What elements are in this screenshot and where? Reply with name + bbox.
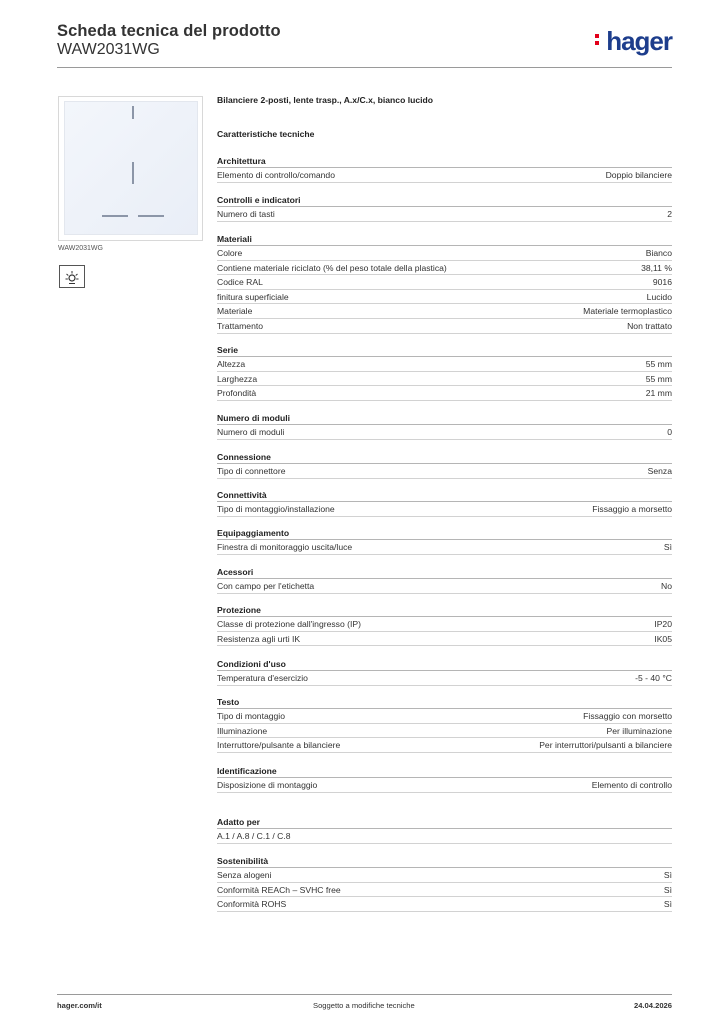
spec-label: Tipo di connettore — [217, 466, 286, 476]
spec-section — [217, 566, 672, 594]
spec-value: 9016 — [652, 277, 672, 288]
spec-section — [217, 155, 672, 183]
spec-label: Senza alogeni — [217, 870, 272, 880]
spec-value: Senza — [647, 466, 672, 476]
spec-label: Elemento di controllo/comando — [217, 170, 335, 180]
spec-row — [217, 386, 672, 401]
spec-label: Altezza — [217, 359, 246, 369]
section-title: Sostenibilità — [217, 855, 672, 868]
spec-row — [217, 372, 672, 387]
spec-value: 21 mm — [645, 388, 672, 399]
page-header — [57, 20, 672, 68]
section-title: Materiali — [217, 233, 672, 246]
spec-value: Per illuminazione — [606, 725, 672, 736]
section-title: Testo — [217, 696, 672, 709]
spec-label: Trattamento — [217, 320, 264, 331]
section-title: Protezione — [217, 604, 672, 617]
section-title: Identificazione — [217, 765, 672, 778]
section-title: Condizioni d'uso — [217, 658, 672, 671]
section-title: Connessione — [217, 451, 672, 464]
hager-logo — [606, 26, 672, 57]
spec-section — [217, 412, 672, 440]
spec-section — [217, 816, 672, 844]
spec-label: Profondità — [217, 388, 257, 399]
document-title: Scheda tecnica del prodotto — [57, 22, 281, 40]
spec-value: Sì — [663, 870, 672, 880]
spec-row — [217, 868, 672, 883]
spec-label: finitura superficiale — [217, 291, 289, 302]
spec-row — [217, 168, 672, 183]
spec-value: 38,11 % — [641, 262, 672, 273]
spec-section — [217, 855, 672, 912]
spec-value: Doppio bilanciere — [605, 170, 672, 180]
spec-label: Codice RAL — [217, 277, 263, 288]
spec-value: IK05 — [654, 633, 672, 644]
spec-row — [217, 464, 672, 479]
spec-value: Fissaggio con morsetto — [583, 711, 672, 721]
spec-value: Elemento di controllo — [591, 780, 672, 790]
spec-value: Sì — [663, 899, 672, 910]
spec-value: Lucido — [646, 291, 672, 302]
spec-label: Numero di tasti — [217, 209, 275, 219]
spec-row — [217, 540, 672, 555]
spec-row — [217, 275, 672, 290]
technical-characteristics-heading: Caratteristiche tecniche — [217, 129, 315, 139]
spec-section — [217, 233, 672, 334]
page-footer — [57, 994, 672, 1014]
spec-label: Materiale — [217, 306, 253, 317]
product-code: WAW2031WG — [57, 41, 160, 58]
spec-section — [217, 658, 672, 686]
spec-label: A.1 / A.8 / C.1 / C.8 — [217, 831, 291, 841]
spec-row — [217, 207, 672, 222]
logo-text: hager — [606, 26, 672, 56]
spec-value: 0 — [667, 427, 672, 437]
spec-value: Bianco — [645, 248, 672, 258]
spec-label: Temperatura d'esercizio — [217, 673, 308, 683]
spec-label: Con campo per l'etichetta — [217, 581, 315, 591]
rocker-switch-illustration — [64, 101, 198, 235]
spec-row — [217, 425, 672, 440]
footer-note: Soggetto a modifiche tecniche — [313, 1001, 415, 1010]
spec-label: Contiene materiale riciclato (% del peso totale della plastica) — [217, 262, 447, 273]
spec-label: Disposizione di montaggio — [217, 780, 318, 790]
spec-value: Sì — [663, 542, 672, 552]
spec-label: Numero di moduli — [217, 427, 285, 437]
spec-row — [217, 579, 672, 594]
spec-label: Conformità REACh – SVHC free — [217, 884, 341, 895]
section-title: Acessori — [217, 566, 672, 579]
spec-section — [217, 696, 672, 753]
spec-label: Finestra di monitoraggio uscita/luce — [217, 542, 353, 552]
section-title: Architettura — [217, 155, 672, 168]
spec-label: Interruttore/pulsante a bilanciere — [217, 740, 341, 751]
spec-value: Materiale termoplastico — [583, 306, 672, 317]
spec-label: Larghezza — [217, 373, 258, 384]
spec-row — [217, 738, 672, 753]
spec-label: Classe di protezione dall'ingresso (IP) — [217, 619, 361, 629]
footer-date: 24.04.2026 — [633, 1001, 672, 1010]
spec-row — [217, 290, 672, 305]
spec-value: Fissaggio a morsetto — [592, 504, 672, 514]
spec-row — [217, 709, 672, 724]
spec-row — [217, 261, 672, 276]
technical-content — [217, 95, 672, 910]
spec-label: Resistenza agli urti IK — [217, 633, 301, 644]
spec-value: Per interruttori/pulsanti a bilanciere — [539, 740, 672, 751]
spec-value: IP20 — [654, 619, 672, 629]
spec-row — [217, 357, 672, 372]
spec-row — [217, 883, 672, 898]
spec-section — [217, 451, 672, 479]
spec-label: Tipo di montaggio/installazione — [217, 504, 335, 514]
logo-dots — [595, 34, 599, 48]
spec-section — [217, 527, 672, 555]
spec-label: Tipo di montaggio — [217, 711, 285, 721]
spec-row — [217, 778, 672, 793]
footer-website: hager.com/it — [57, 1001, 102, 1010]
image-caption: WAW2031WG — [58, 245, 103, 252]
spec-value: 55 mm — [645, 359, 672, 369]
spec-row — [217, 502, 672, 517]
spec-label: Conformità ROHS — [217, 899, 287, 910]
spec-row — [217, 671, 672, 686]
spec-row — [217, 724, 672, 739]
section-title: Adatto per — [217, 816, 672, 829]
spec-row — [217, 319, 672, 334]
spec-section — [217, 765, 672, 793]
section-title: Controlli e indicatori — [217, 194, 672, 207]
spec-section — [217, 489, 672, 517]
spec-value: Non trattato — [627, 320, 672, 331]
spec-row — [217, 897, 672, 912]
spec-section — [217, 604, 672, 646]
product-image — [58, 96, 203, 241]
spec-row — [217, 304, 672, 319]
spec-value: No — [661, 581, 672, 591]
spec-row — [217, 632, 672, 647]
spec-row — [217, 246, 672, 261]
spec-section — [217, 194, 672, 222]
spec-value: -5 - 40 °C — [635, 673, 672, 683]
spec-section — [217, 344, 672, 401]
spec-label: Colore — [217, 248, 243, 258]
spec-row — [217, 617, 672, 632]
product-description: Bilanciere 2-posti, lente trasp., A.x/C.x, bianco lucido — [217, 95, 434, 105]
spec-label: Illuminazione — [217, 725, 268, 736]
lamp-icon — [59, 265, 85, 288]
section-title: Serie — [217, 344, 672, 357]
section-title: Connettività — [217, 489, 672, 502]
spec-value: 55 mm — [645, 373, 672, 384]
section-title: Numero di moduli — [217, 412, 672, 425]
section-title: Equipaggiamento — [217, 527, 672, 540]
spec-row — [217, 829, 672, 844]
spec-value: 2 — [667, 209, 672, 219]
spec-value: Sì — [663, 884, 672, 895]
